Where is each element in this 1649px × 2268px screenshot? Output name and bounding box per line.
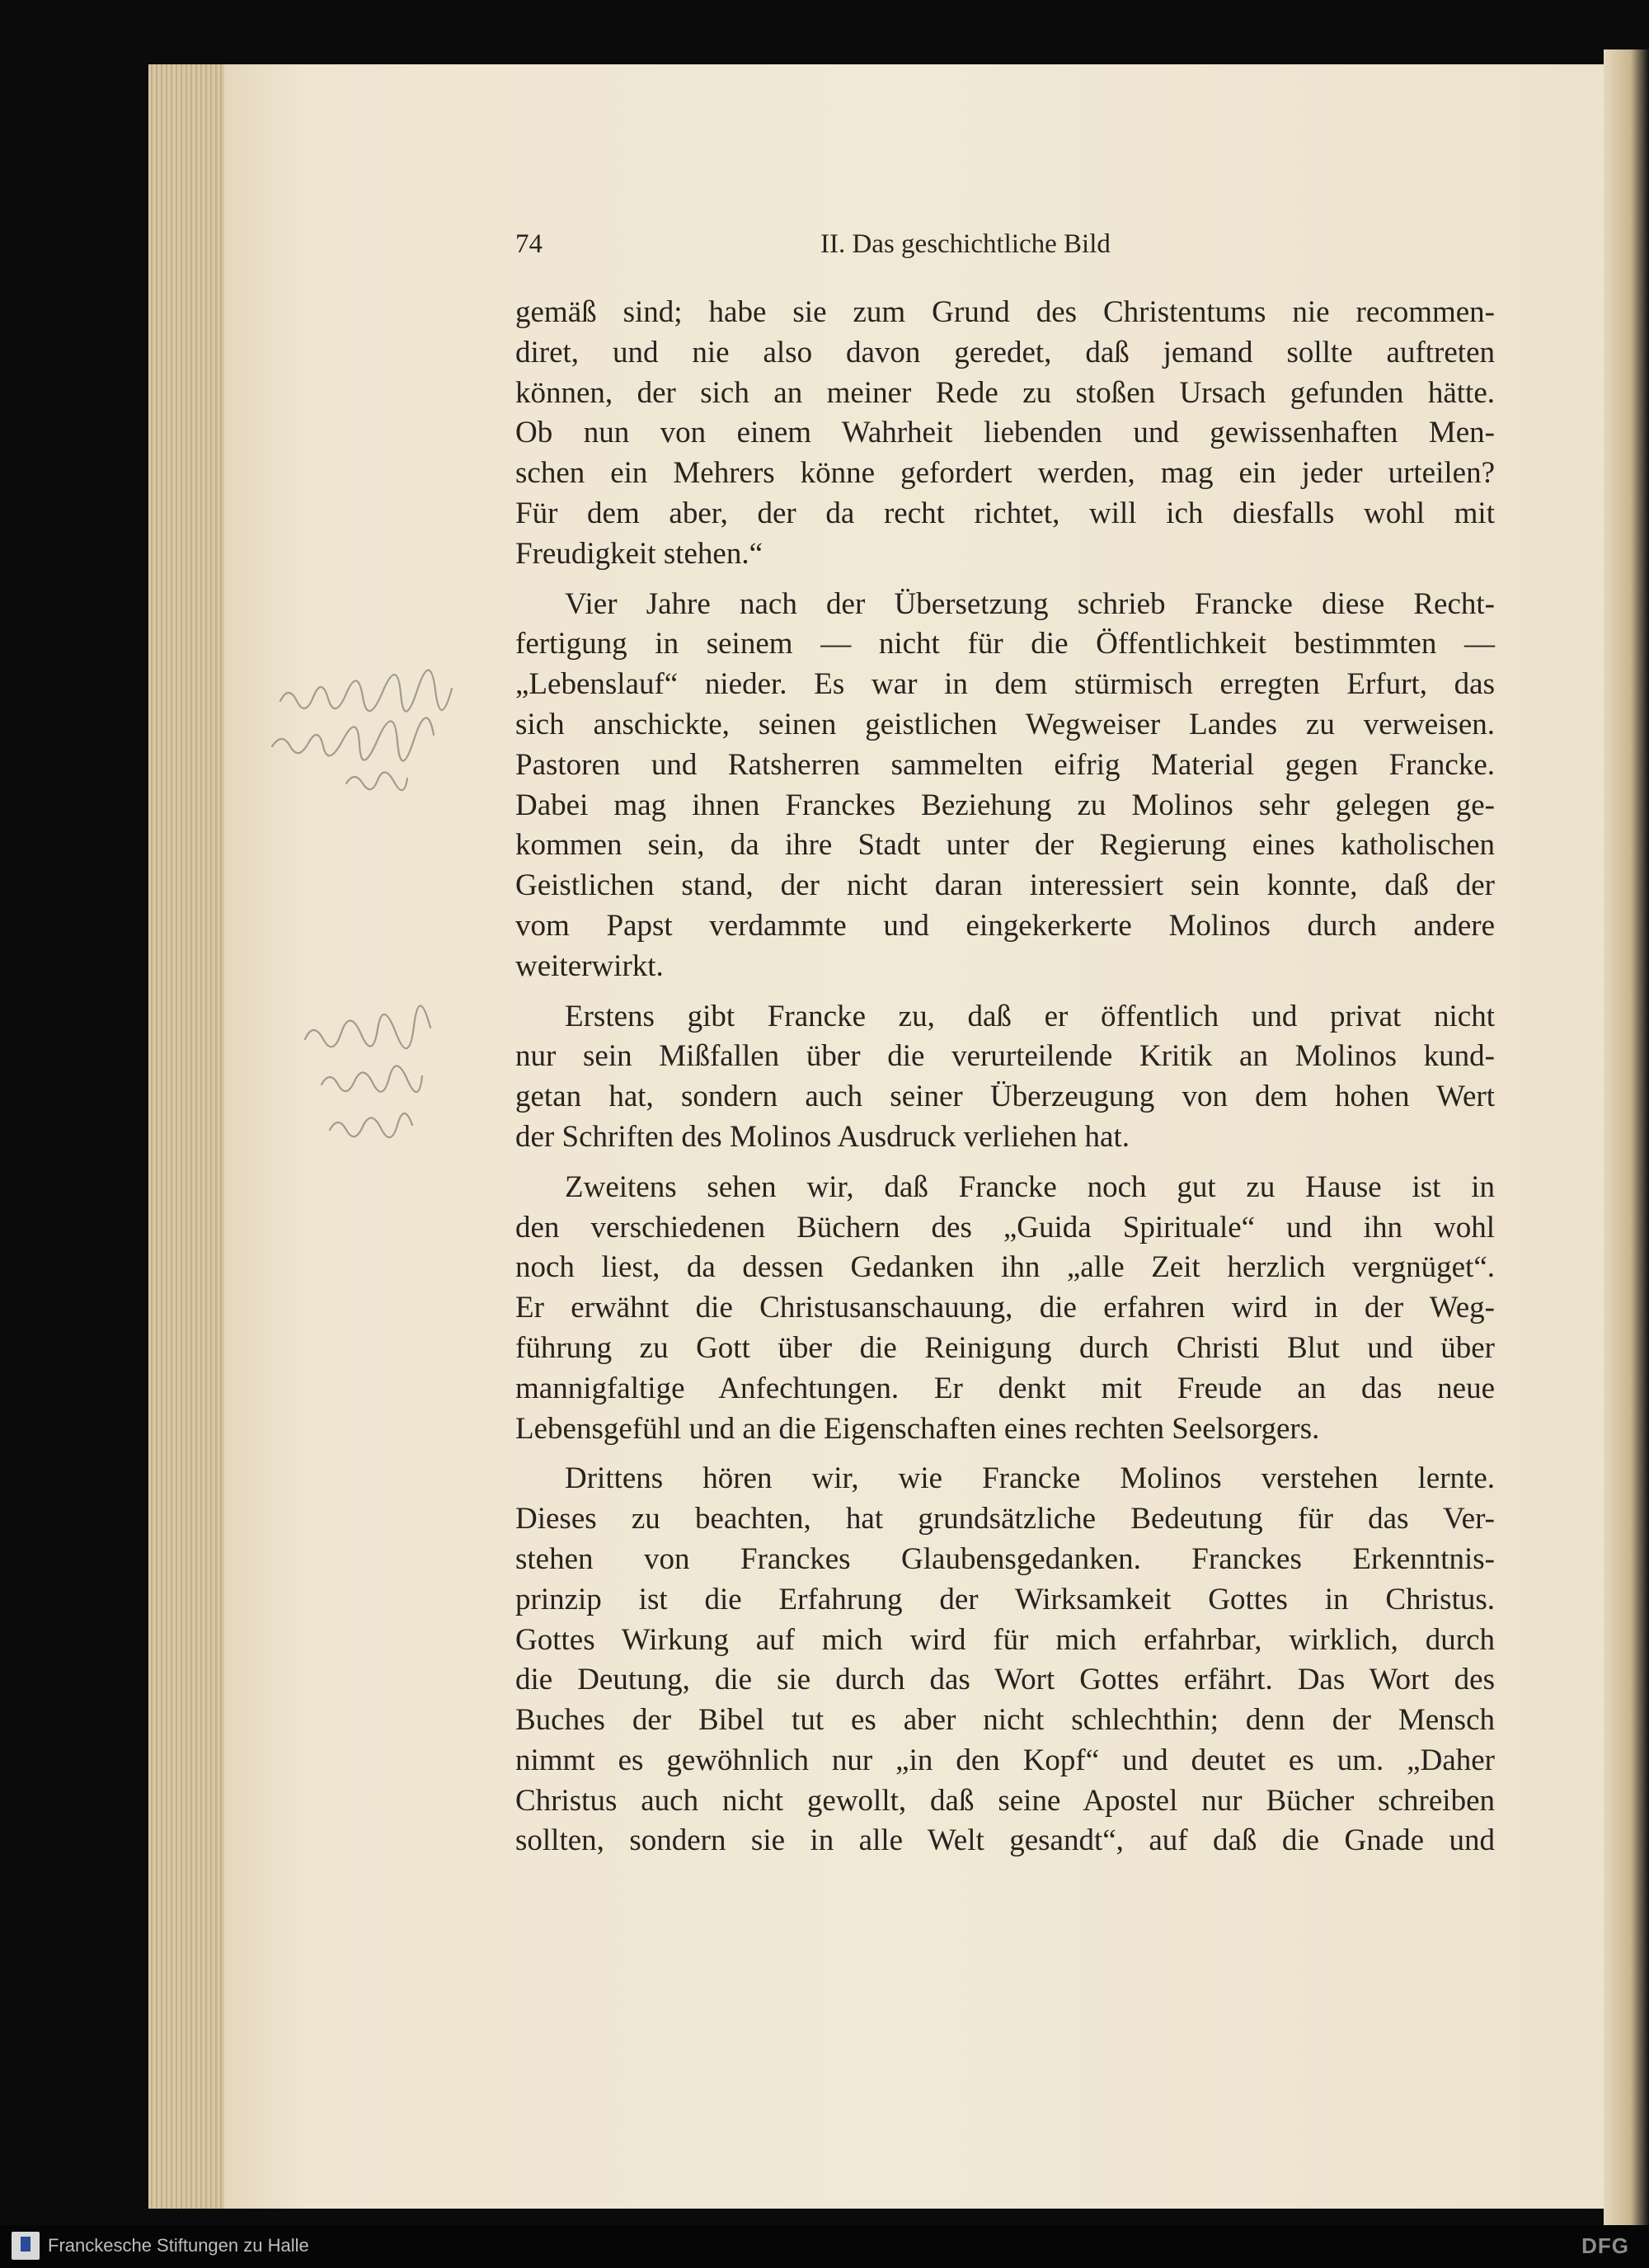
text-line: Freudigkeit stehen.“ [515,536,763,571]
text-line: Drittens hören wir, wie Francke Molinos verstehen lernte. [565,1461,1495,1496]
text-line: prinzip ist die Erfahrung der Wirksamkeit Gottes in Christus. [515,1582,1495,1616]
page-edges-right [1604,49,1649,2227]
text-line: vom Papst verdammte und eingekerkerte Molinos durch andere [515,908,1495,943]
text-line: weiterwirkt. [515,948,664,983]
text-line: mannigfaltige Anfechtungen. Er denkt mit Freude an das neue [515,1371,1495,1405]
page-number: 74 [515,229,543,259]
text-line: Vier Jahre nach der Übersetzung schrieb Francke diese Recht- [565,586,1495,621]
text-line: nimmt es gewöhnlich nur „in den Kopf“ und deutet es um. „Daher [515,1743,1495,1777]
page-edges-left [148,64,224,2209]
text-line: Er erwähnt die Christusanschauung, die erfahren wird in der Weg- [515,1291,1495,1325]
institution-name: Franckesche Stiftungen zu Halle [48,2235,309,2256]
paragraph [515,1459,1495,1861]
pencil-marginalia [247,652,519,1163]
text-line: sich anschickte, seinen geistlichen Wegweiser Landes zu verweisen. [515,707,1495,741]
text-line: Gottes Wirkung auf mich wird für mich erfahrbar, wirklich, durch [515,1622,1495,1657]
text-line: Pastoren und Ratsherren sammelten eifrig Material gegen Francke. [515,747,1495,782]
text-line: Geistlichen stand, der nicht daran interessiert sein konnte, daß der [515,868,1495,903]
paragraph [515,1168,1495,1450]
text-line: führung zu Gott über die Reinigung durch Christi Blut und über [515,1330,1495,1365]
paragraph [515,293,1495,575]
paragraph [515,585,1495,987]
text-line: können, der sich an meiner Rede zu stoßen Ursach gefunden hätte. [515,375,1495,410]
institution-logo [12,2232,40,2260]
text-line: diret, und nie also davon geredet, daß jemand sollte auftreten [515,335,1495,369]
text-line: schen ein Mehrers könne gefordert werden, mag ein jeder urteilen? [515,456,1495,491]
text-line: Erstens gibt Francke zu, daß er öffentlich und privat nicht [565,999,1495,1033]
text-line: nur sein Mißfallen über die verurteilende Kritik an Molinos kund- [515,1039,1495,1074]
text-line: die Deutung, die sie durch das Wort Gottes erfährt. Das Wort des [515,1663,1495,1697]
viewer-footer [0,2225,1649,2268]
text-line: „Lebenslauf“ nieder. Es war in dem stürmisch erregten Erfurt, das [515,667,1495,702]
text-line: Für dem aber, der da recht richtet, will ich diesfalls wohl mit [515,496,1495,530]
funder-logo-text: DFG [1581,2233,1629,2258]
text-line: noch liest, da dessen Gedanken ihn „alle Zeit herzlich vergnüget“. [515,1250,1495,1285]
text-line: sollten, sondern sie in alle Welt gesandt“, auf daß die Gnade und [515,1823,1495,1858]
text-line: fertigung in seinem — nicht für die Öffentlichkeit bestimmten — [515,627,1495,661]
text-line: gemäß sind; habe sie zum Grund des Christentums nie recommen- [515,295,1495,329]
paragraph [515,997,1495,1158]
text-line: Buches der Bibel tut es aber nicht schlechthin; denn der Mensch [515,1703,1495,1738]
text-line: Zweitens sehen wir, daß Francke noch gut zu Hause ist in [565,1169,1495,1204]
text-line: Christus auch nicht gewollt, daß seine Apostel nur Bücher schreiben [515,1783,1495,1818]
text-line: Dieses zu beachten, hat grundsätzliche Bedeutung für das Ver- [515,1502,1495,1536]
text-line: stehen von Franckes Glaubensgedanken. Franckes Erkenntnis- [515,1541,1495,1576]
text-line: der Schriften des Molinos Ausdruck verliehen hat. [515,1119,1130,1154]
body-text [515,293,1495,1861]
text-line: getan hat, sondern auch seiner Überzeugung von dem hohen Wert [515,1080,1495,1114]
text-line: den verschiedenen Büchern des „Guida Spirituale“ und ihn wohl [515,1210,1495,1245]
page-header [515,229,1496,269]
text-line: Lebensgefühl und an die Eigenschaften eines rechten Seelsorgers. [515,1411,1320,1446]
running-title: II. Das geschichtliche Bild [820,229,1111,259]
text-line: kommen sein, da ihre Stadt unter der Regierung eines katholischen [515,828,1495,863]
text-line: Dabei mag ihnen Franckes Beziehung zu Molinos sehr gelegen ge- [515,788,1495,822]
text-line: Ob nun von einem Wahrheit liebenden und gewissenhaften Men- [515,416,1495,450]
